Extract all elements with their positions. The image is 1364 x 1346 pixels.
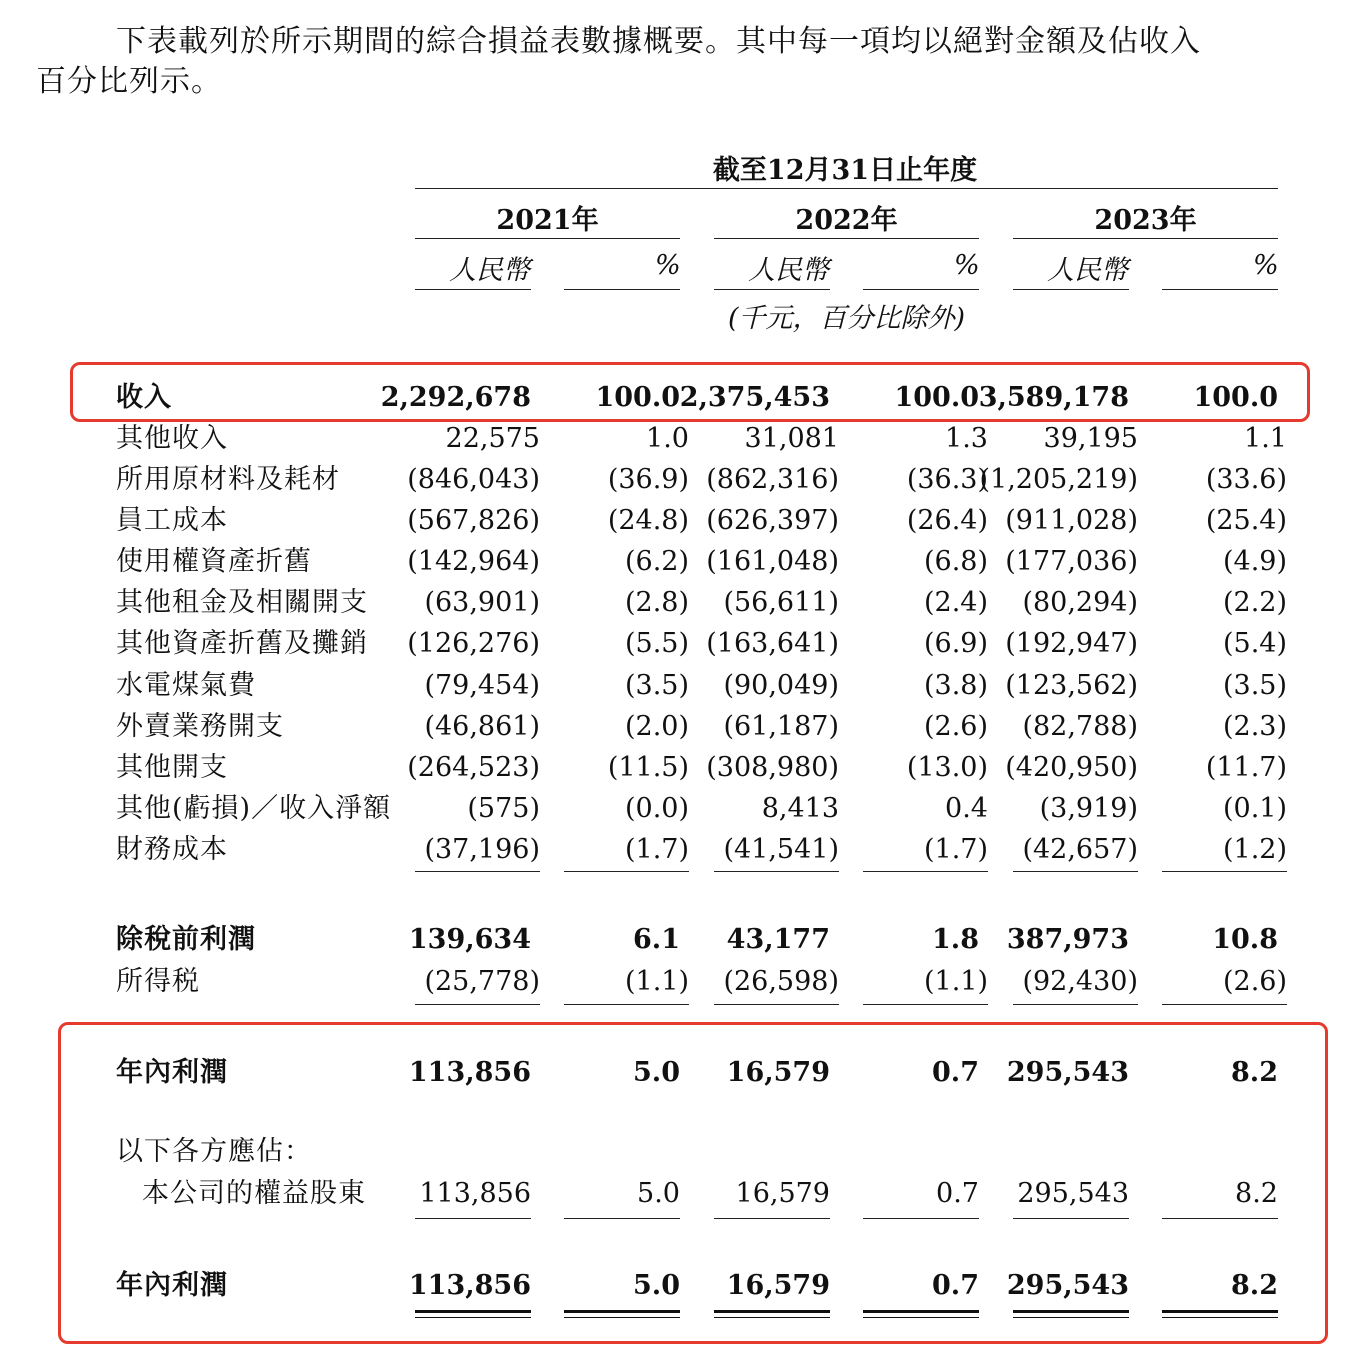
subtotal-rule bbox=[1162, 871, 1287, 872]
column-rule bbox=[564, 289, 680, 290]
column-rule bbox=[1162, 289, 1278, 290]
amount-cell: (161,048) bbox=[706, 546, 839, 577]
table-row bbox=[0, 543, 1364, 581]
table-row bbox=[0, 1054, 1364, 1092]
percent-cell: 5.0 bbox=[637, 1178, 680, 1209]
percent-cell: 5.0 bbox=[633, 1057, 680, 1088]
total-double-rule bbox=[714, 1310, 830, 1318]
subtotal-rule bbox=[714, 871, 839, 872]
intro-line-2: 百分比列示。 bbox=[36, 64, 222, 99]
row-label: 收入 bbox=[116, 382, 172, 413]
percent-cell: 0.7 bbox=[936, 1178, 979, 1209]
total-double-rule bbox=[1013, 1310, 1129, 1318]
amount-cell: (567,826) bbox=[407, 505, 540, 536]
percent-cell: 100.0 bbox=[595, 382, 680, 413]
amount-cell: (82,788) bbox=[1022, 711, 1138, 742]
row-label: 員工成本 bbox=[116, 505, 228, 536]
amount-cell: (626,397) bbox=[706, 505, 839, 536]
percent-cell: 8.2 bbox=[1235, 1178, 1278, 1209]
amount-cell: 139,634 bbox=[408, 924, 531, 955]
table-row bbox=[0, 379, 1364, 417]
percent-cell: (1.7) bbox=[624, 834, 689, 865]
row-label: 年內利潤 bbox=[116, 1057, 228, 1088]
amount-cell: (862,316) bbox=[706, 464, 839, 495]
percent-cell: (3.5) bbox=[1222, 670, 1287, 701]
amount-cell: (79,454) bbox=[424, 670, 540, 701]
percent-cell: 5.0 bbox=[633, 1270, 680, 1301]
row-label: 其他開支 bbox=[116, 752, 228, 783]
row-label: 其他租金及相關開支 bbox=[116, 587, 368, 618]
percent-cell: (4.9) bbox=[1222, 546, 1287, 577]
percent-cell: (5.5) bbox=[624, 628, 689, 659]
unit-note: (千元，百分比除外) bbox=[727, 303, 966, 334]
table-row bbox=[0, 461, 1364, 499]
amount-cell: 16,579 bbox=[726, 1057, 830, 1088]
amount-cell: 295,543 bbox=[1017, 1178, 1129, 1209]
column-rule bbox=[714, 289, 830, 290]
amount-cell: (37,196) bbox=[424, 834, 540, 865]
percent-cell: (2.2) bbox=[1222, 587, 1287, 618]
amount-cell: 113,856 bbox=[408, 1270, 531, 1301]
percent-cell: (0.1) bbox=[1222, 793, 1287, 824]
amount-cell: 43,177 bbox=[726, 924, 830, 955]
amount-cell: 2,375,453 bbox=[679, 382, 830, 413]
total-double-rule bbox=[415, 1310, 531, 1318]
percent-cell: (2.8) bbox=[624, 587, 689, 618]
percent-cell: (6.9) bbox=[923, 628, 988, 659]
percent-cell: (6.8) bbox=[923, 546, 988, 577]
percent-cell: (13.0) bbox=[906, 752, 988, 783]
year-rule bbox=[714, 238, 979, 239]
attribution-rule bbox=[1162, 1218, 1278, 1219]
header-rule bbox=[415, 188, 1278, 189]
row-label: 除稅前利潤 bbox=[116, 924, 256, 955]
currency-label: 人民幣 bbox=[748, 255, 829, 286]
total-double-rule bbox=[863, 1310, 979, 1318]
column-rule bbox=[415, 289, 531, 290]
percent-cell: (25.4) bbox=[1205, 505, 1287, 536]
total-double-rule bbox=[564, 1310, 680, 1318]
percent-cell: 0.7 bbox=[932, 1057, 979, 1088]
attribution-rule bbox=[564, 1218, 680, 1219]
amount-cell: (163,641) bbox=[706, 628, 839, 659]
amount-cell: 113,856 bbox=[408, 1057, 531, 1088]
amount-cell: 16,579 bbox=[726, 1270, 830, 1301]
subtotal-rule bbox=[564, 871, 689, 872]
subtotal-rule bbox=[863, 871, 988, 872]
table-row bbox=[0, 963, 1364, 1001]
percent-cell: (24.8) bbox=[607, 505, 689, 536]
amount-cell: (26,598) bbox=[723, 966, 839, 997]
amount-cell: 31,081 bbox=[744, 423, 839, 454]
attribution-rule bbox=[714, 1218, 830, 1219]
table-row bbox=[0, 667, 1364, 705]
percent-label: % bbox=[1253, 250, 1279, 281]
amount-cell: 295,543 bbox=[1006, 1057, 1129, 1088]
row-label: 年內利潤 bbox=[116, 1270, 228, 1301]
tax-rule bbox=[1013, 1004, 1138, 1005]
percent-cell: (1.1) bbox=[923, 966, 988, 997]
row-label: 財務成本 bbox=[116, 834, 228, 865]
percent-cell: (36.3) bbox=[906, 464, 988, 495]
year-2021-header: 2021年 bbox=[496, 205, 599, 236]
amount-cell: (846,043) bbox=[407, 464, 540, 495]
table-row bbox=[0, 749, 1364, 787]
tax-rule bbox=[863, 1004, 988, 1005]
percent-cell: (3.5) bbox=[624, 670, 689, 701]
percent-cell: (2.4) bbox=[923, 587, 988, 618]
amount-cell: (142,964) bbox=[407, 546, 540, 577]
percent-cell: 100.0 bbox=[1193, 382, 1278, 413]
intro-line-1: 下表載列於所示期間的綜合損益表數據概要。其中每一項均以絕對金額及佔收入 bbox=[116, 24, 1201, 59]
attribution-rule bbox=[863, 1218, 979, 1219]
amount-cell: (264,523) bbox=[407, 752, 540, 783]
percent-cell: (2.6) bbox=[1222, 966, 1287, 997]
table-row bbox=[0, 790, 1364, 828]
amount-cell: 2,292,678 bbox=[380, 382, 531, 413]
tax-rule bbox=[714, 1004, 839, 1005]
year-rule bbox=[1013, 238, 1278, 239]
total-double-rule bbox=[1162, 1310, 1278, 1318]
table-row bbox=[0, 1267, 1364, 1305]
percent-label: % bbox=[655, 250, 681, 281]
amount-cell: 8,413 bbox=[761, 793, 839, 824]
table-row bbox=[0, 502, 1364, 540]
amount-cell: (92,430) bbox=[1022, 966, 1138, 997]
percent-label: % bbox=[954, 250, 980, 281]
percent-cell: 6.1 bbox=[633, 924, 680, 955]
year-rule bbox=[415, 238, 680, 239]
period-header: 截至12月31日止年度 bbox=[712, 155, 978, 186]
table-row bbox=[0, 584, 1364, 622]
amount-cell: (420,950) bbox=[1005, 752, 1138, 783]
percent-cell: (1.2) bbox=[1222, 834, 1287, 865]
row-label: 所得税 bbox=[116, 966, 200, 997]
percent-cell: (26.4) bbox=[906, 505, 988, 536]
percent-cell: (1.7) bbox=[923, 834, 988, 865]
amount-cell: 22,575 bbox=[445, 423, 540, 454]
attribution-rule bbox=[415, 1218, 531, 1219]
percent-cell: 100.0 bbox=[894, 382, 979, 413]
amount-cell: (177,036) bbox=[1005, 546, 1138, 577]
row-label: 其他收入 bbox=[116, 423, 228, 454]
percent-cell: 8.2 bbox=[1231, 1057, 1278, 1088]
year-2023-header: 2023年 bbox=[1094, 205, 1197, 236]
amount-cell: (123,562) bbox=[1005, 670, 1138, 701]
amount-cell: (46,861) bbox=[424, 711, 540, 742]
tax-rule bbox=[564, 1004, 689, 1005]
amount-cell: (61,187) bbox=[723, 711, 839, 742]
row-label: 以下各方應佔： bbox=[116, 1136, 312, 1167]
subtotal-rule bbox=[1013, 871, 1138, 872]
row-label: 使用權資產折舊 bbox=[116, 546, 312, 577]
tax-rule bbox=[1162, 1004, 1287, 1005]
row-label: 外賣業務開支 bbox=[116, 711, 284, 742]
amount-cell: (63,901) bbox=[424, 587, 540, 618]
amount-cell: (56,611) bbox=[723, 587, 839, 618]
amount-cell: 3,589,178 bbox=[978, 382, 1129, 413]
row-label: 本公司的權益股東 bbox=[142, 1178, 366, 1209]
amount-cell: (42,657) bbox=[1022, 834, 1138, 865]
table-row bbox=[0, 921, 1364, 959]
percent-cell: (1.1) bbox=[624, 966, 689, 997]
amount-cell: 39,195 bbox=[1043, 423, 1138, 454]
amount-cell: (80,294) bbox=[1022, 587, 1138, 618]
percent-cell: (2.0) bbox=[624, 711, 689, 742]
amount-cell: (41,541) bbox=[723, 834, 839, 865]
percent-cell: 1.1 bbox=[1244, 423, 1287, 454]
percent-cell: 8.2 bbox=[1231, 1270, 1278, 1301]
percent-cell: 1.0 bbox=[646, 423, 689, 454]
amount-cell: 295,543 bbox=[1006, 1270, 1129, 1301]
table-row bbox=[0, 420, 1364, 458]
percent-cell: (0.0) bbox=[624, 793, 689, 824]
currency-label: 人民幣 bbox=[449, 255, 530, 286]
attribution-rule bbox=[1013, 1218, 1129, 1219]
row-label: 其他(虧損)／收入淨額 bbox=[116, 793, 392, 824]
amount-cell: (308,980) bbox=[706, 752, 839, 783]
amount-cell: 16,579 bbox=[735, 1178, 830, 1209]
amount-cell: (126,276) bbox=[407, 628, 540, 659]
percent-cell: 1.8 bbox=[932, 924, 979, 955]
percent-cell: (2.6) bbox=[923, 711, 988, 742]
column-rule bbox=[863, 289, 979, 290]
percent-cell: (6.2) bbox=[624, 546, 689, 577]
percent-cell: (2.3) bbox=[1222, 711, 1287, 742]
percent-cell: (11.5) bbox=[607, 752, 689, 783]
table-row bbox=[0, 831, 1364, 869]
table-row bbox=[0, 1175, 1364, 1213]
percent-cell: 0.4 bbox=[945, 793, 988, 824]
subtotal-rule bbox=[415, 871, 540, 872]
percent-cell: (33.6) bbox=[1205, 464, 1287, 495]
row-label: 其他資產折舊及攤銷 bbox=[116, 628, 368, 659]
percent-cell: 0.7 bbox=[932, 1270, 979, 1301]
table-row bbox=[0, 708, 1364, 746]
percent-cell: (11.7) bbox=[1205, 752, 1287, 783]
amount-cell: (1,205,219) bbox=[979, 464, 1138, 495]
percent-cell: (5.4) bbox=[1222, 628, 1287, 659]
amount-cell: (192,947) bbox=[1005, 628, 1138, 659]
percent-cell: (36.9) bbox=[607, 464, 689, 495]
amount-cell: 387,973 bbox=[1006, 924, 1129, 955]
amount-cell: (90,049) bbox=[723, 670, 839, 701]
table-row bbox=[0, 625, 1364, 663]
amount-cell: 113,856 bbox=[419, 1178, 531, 1209]
row-label: 所用原材料及耗材 bbox=[116, 464, 340, 495]
amount-cell: (3,919) bbox=[1039, 793, 1138, 824]
percent-cell: 1.3 bbox=[945, 423, 988, 454]
amount-cell: (911,028) bbox=[1005, 505, 1138, 536]
row-label: 水電煤氣費 bbox=[116, 670, 256, 701]
percent-cell: (3.8) bbox=[923, 670, 988, 701]
column-rule bbox=[1013, 289, 1129, 290]
percent-cell: 10.8 bbox=[1212, 924, 1278, 955]
amount-cell: (575) bbox=[467, 793, 540, 824]
year-2022-header: 2022年 bbox=[795, 205, 898, 236]
currency-label: 人民幣 bbox=[1047, 255, 1128, 286]
tax-rule bbox=[415, 1004, 540, 1005]
table-row bbox=[0, 1133, 1364, 1171]
amount-cell: (25,778) bbox=[424, 966, 540, 997]
